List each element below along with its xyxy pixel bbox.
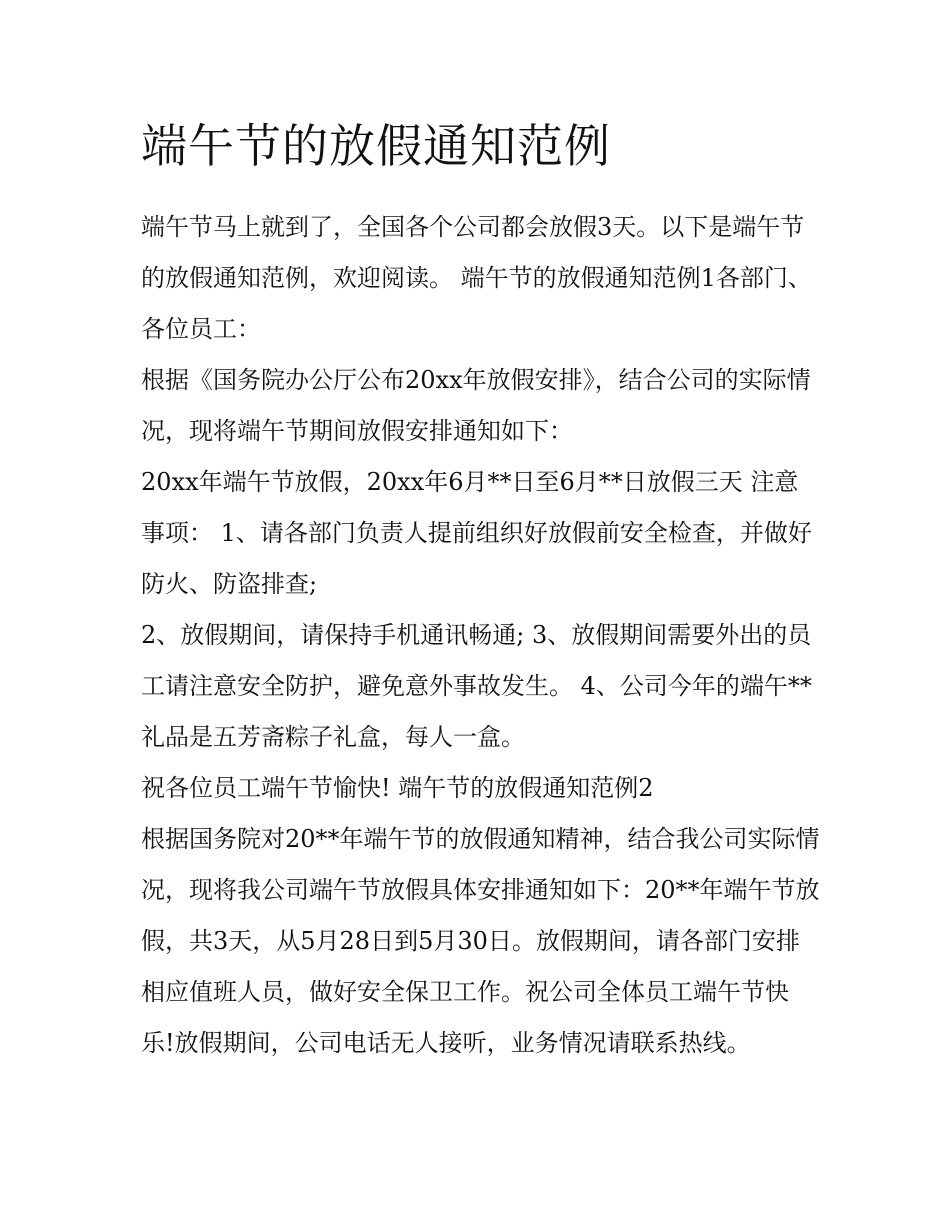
paragraph-wishes: 祝各位员工端午节愉快! 端午节的放假通知范例2	[141, 774, 654, 802]
paragraph-example-2: 根据国务院对20**年端午节的放假通知精神，结合我公司实际情况，现将我公司端午节放假具体安排通知如下：20**年端午节放假，共3天，从5月28日到5月30日。放假期间，请各部门安排相应值班人员，做好安全保卫工作。祝公司全体员工端午节快乐!放假期间，公司电话无人接听，业务情况请联系热线。	[141, 825, 820, 1057]
paragraph-basis: 根据《国务院办公厅公布20xx年放假安排》，结合公司的实际情况，现将端午节期间放假安排通知如下：	[141, 366, 811, 445]
document-title: 端午节的放假通知范例	[141, 119, 611, 173]
document-body	[141, 112, 821, 1069]
paragraph-intro: 端午节马上就到了，全国各个公司都会放假3天。以下是端午节的放假通知范例，欢迎阅读。 端午节的放假通知范例1各部门、各位员工：	[141, 213, 812, 343]
paragraph-notes: 2、放假期间，请保持手机通讯畅通; 3、放假期间需要外出的员工请注意安全防护，避免意外事故发生。 4、公司今年的端午**礼品是五芳斋粽子礼盒，每人一盒。	[141, 621, 812, 751]
paragraph-schedule: 20xx年端午节放假，20xx年6月**日至6月**日放假三天 注意事项： 1、请各部门负责人提前组织好放假前安全检查，并做好防火、防盗排查;	[141, 468, 812, 598]
